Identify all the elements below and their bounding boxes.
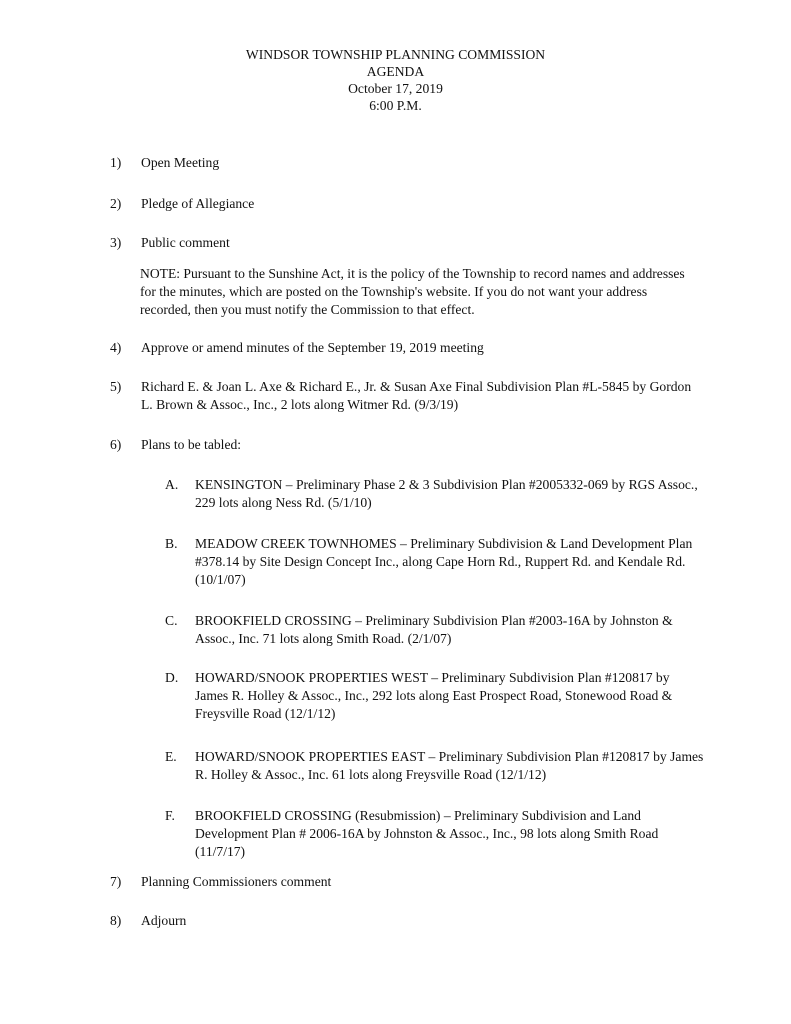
item-number: 2): [110, 196, 122, 211]
item-text: Pledge of Allegiance: [141, 196, 255, 211]
item-text: Public comment: [141, 235, 230, 250]
item-text: Richard E. & Joan L. Axe & Richard E., Jr. & Susan Axe Final Subdivision Plan #L-5845 by Gordon L. Brown & Assoc., Inc., 2 lots along Witmer Rd. (9/3/19): [141, 379, 692, 412]
agenda-header: [0, 46, 791, 114]
item-number: 7): [110, 874, 122, 889]
plan-text: KENSINGTON – Preliminary Phase 2 & 3 Subdivision Plan #2005332-069 by RGS Assoc., 229 lots along Ness Rd. (5/1/10): [195, 477, 698, 510]
item-text: Approve or amend minutes of the September 19, 2019 meeting: [141, 340, 484, 355]
plan-letter: B.: [165, 536, 178, 551]
sunshine-act-note: NOTE: Pursuant to the Sunshine Act, it is the policy of the Township to record names and addresses for the minutes, which are posted on the Township's website. If you do not want your address recorded, then you must notify the Commission to that effect.: [140, 266, 685, 317]
organization-title: WINDSOR TOWNSHIP PLANNING COMMISSION: [245, 47, 546, 62]
plan-text: BROOKFIELD CROSSING – Preliminary Subdivision Plan #2003-16A by Johnston & Assoc., Inc. 71 lots along Smith Road. (2/1/07): [195, 613, 673, 646]
item-text: Adjourn: [141, 913, 187, 928]
plan-letter: D.: [165, 670, 179, 685]
meeting-time: 6:00 P.M.: [369, 98, 422, 113]
plan-text: BROOKFIELD CROSSING (Resubmission) – Preliminary Subdivision and Land Development Plan # 2006-16A by Johnston & Assoc., Inc., 98 lots along Smith Road (11/7/17): [195, 808, 659, 859]
plan-text: HOWARD/SNOOK PROPERTIES EAST – Preliminary Subdivision Plan #120817 by James R. Holley & Assoc., Inc. 61 lots along Freysville Road (12/1/12): [195, 749, 704, 782]
plan-text: HOWARD/SNOOK PROPERTIES WEST – Preliminary Subdivision Plan #120817 by James R. Holley & Assoc., Inc., 292 lots along East Prospect Road, Stonewood Road & Freysville Road (12/1/12): [195, 670, 673, 721]
meeting-date: October 17, 2019: [348, 81, 443, 96]
item-number: 1): [110, 155, 122, 170]
plan-letter: E.: [165, 749, 177, 764]
plan-letter: F.: [165, 808, 175, 823]
document-type: AGENDA: [366, 64, 425, 79]
plan-letter: A.: [165, 477, 179, 492]
item-number: 5): [110, 379, 122, 394]
item-number: 3): [110, 235, 122, 250]
item-text: Plans to be tabled:: [141, 437, 242, 452]
item-number: 6): [110, 437, 122, 452]
item-number: 4): [110, 340, 122, 355]
item-text: Open Meeting: [141, 155, 220, 170]
plan-text: MEADOW CREEK TOWNHOMES – Preliminary Subdivision & Land Development Plan #378.14 by Site Design Concept Inc., along Cape Horn Rd., Ruppert Rd. and Kendale Rd. (10/1/07): [195, 536, 693, 587]
item-number: 8): [110, 913, 122, 928]
plan-letter: C.: [165, 613, 178, 628]
item-text: Planning Commissioners comment: [141, 874, 332, 889]
